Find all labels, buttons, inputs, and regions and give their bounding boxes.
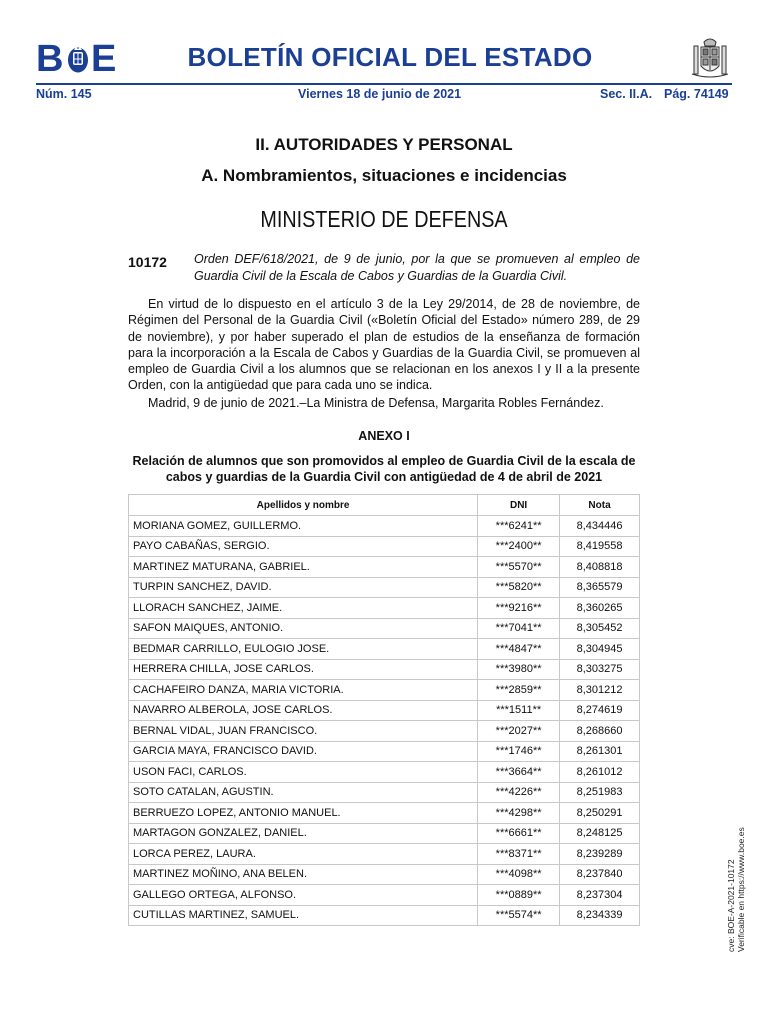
student-name: MORIANA GOMEZ, GUILLERMO.	[129, 516, 478, 537]
student-dni: ***4226**	[478, 782, 560, 803]
student-grade: 8,261301	[560, 741, 640, 762]
student-grade: 8,234339	[560, 905, 640, 926]
section-subtitle: A. Nombramientos, situaciones e incidencias	[201, 166, 567, 185]
student-grade: 8,237304	[560, 885, 640, 906]
students-table	[128, 494, 640, 926]
student-dni: ***2400**	[478, 536, 560, 557]
student-name: BERRUEZO LOPEZ, ANTONIO MANUEL.	[129, 803, 478, 824]
student-name: GARCIA MAYA, FRANCISCO DAVID.	[129, 741, 478, 762]
student-dni: ***3664**	[478, 762, 560, 783]
verification-note	[726, 822, 746, 952]
student-dni: ***6661**	[478, 823, 560, 844]
student-grade: 8,305452	[560, 618, 640, 639]
table-header-row	[129, 495, 640, 516]
student-dni: ***1746**	[478, 741, 560, 762]
header-rule	[36, 83, 732, 85]
student-grade: 8,261012	[560, 762, 640, 783]
header-dni: DNI	[478, 495, 560, 516]
issue-number: Núm. 145	[36, 87, 92, 101]
table-row	[129, 844, 640, 865]
table-row	[129, 782, 640, 803]
student-name: CACHAFEIRO DANZA, MARIA VICTORIA.	[129, 680, 478, 701]
student-dni: ***5574**	[478, 905, 560, 926]
student-dni: ***7041**	[478, 618, 560, 639]
table-row	[129, 618, 640, 639]
student-grade: 8,419558	[560, 536, 640, 557]
logo-letter-e: E	[91, 38, 116, 80]
student-dni: ***8371**	[478, 844, 560, 865]
student-name: SOTO CATALAN, AGUSTIN.	[129, 782, 478, 803]
student-name: HERRERA CHILLA, JOSE CARLOS.	[129, 659, 478, 680]
student-grade: 8,365579	[560, 577, 640, 598]
student-grade: 8,237840	[560, 864, 640, 885]
student-dni: ***6241**	[478, 516, 560, 537]
student-dni: ***2859**	[478, 680, 560, 701]
student-dni: ***5820**	[478, 577, 560, 598]
student-name: MARTAGON GONZALEZ, DANIEL.	[129, 823, 478, 844]
table-row	[129, 700, 640, 721]
student-dni: ***4298**	[478, 803, 560, 824]
signature-line: Madrid, 9 de junio de 2021.–La Ministra de Defensa, Margarita Robles Fernández.	[148, 396, 604, 410]
table-row	[129, 680, 640, 701]
student-name: CUTILLAS MARTINEZ, SAMUEL.	[129, 905, 478, 926]
student-grade: 8,251983	[560, 782, 640, 803]
student-grade: 8,303275	[560, 659, 640, 680]
table-row	[129, 864, 640, 885]
order-number: 10172	[128, 254, 167, 270]
student-grade: 8,434446	[560, 516, 640, 537]
student-dni: ***1511**	[478, 700, 560, 721]
student-grade: 8,301212	[560, 680, 640, 701]
student-dni: ***4098**	[478, 864, 560, 885]
student-grade: 8,408818	[560, 557, 640, 578]
coat-of-arms-icon	[690, 36, 730, 82]
logo-letter-b: B	[36, 38, 63, 80]
student-dni: ***3980**	[478, 659, 560, 680]
student-grade: 8,239289	[560, 844, 640, 865]
student-name: LORCA PEREZ, LAURA.	[129, 844, 478, 865]
student-name: USON FACI, CARLOS.	[129, 762, 478, 783]
bulletin-title: BOLETÍN OFICIAL DEL ESTADO	[187, 42, 593, 72]
student-grade: 8,248125	[560, 823, 640, 844]
order-summary: Orden DEF/618/2021, de 9 de junio, por la que se promueven al empleo de Guardia Civil de la Escala de Cabos y Guardias de la Guardia Civil.	[194, 252, 640, 283]
header-name: Apellidos y nombre	[129, 495, 478, 516]
student-name: MARTINEZ MOÑINO, ANA BELEN.	[129, 864, 478, 885]
table-row	[129, 741, 640, 762]
table-row	[129, 885, 640, 906]
body-paragraph: En virtud de lo dispuesto en el artículo 3 de la Ley 29/2014, de 28 de noviembre, de Régimen del Personal de la Guardia Civil («Boletín Oficial del Estado» número 289, de 29 de noviembre), y por haber superado el plan de estudios de la enseñanza de formación para la incorporación a la Escala de Cabos y Guardias de la Guardia Civil, se promueven al empleo de Guardia Civil a los alumnos que se relacionan en los anexos I y II a la presente Orden, con la antigüedad que para cada uno se indica.	[128, 297, 640, 393]
table-row	[129, 577, 640, 598]
student-name: BERNAL VIDAL, JUAN FRANCISCO.	[129, 721, 478, 742]
section-code: Sec. II.A.	[600, 87, 653, 101]
student-name: BEDMAR CARRILLO, EULOGIO JOSE.	[129, 639, 478, 660]
student-dni: ***2027**	[478, 721, 560, 742]
table-row	[129, 721, 640, 742]
ministry-title: MINISTERIO DE DEFENSA	[260, 206, 508, 232]
annex-subtitle: Relación de alumnos que son promovidos al empleo de Guardia Civil de la escala de cabos y guardias de la Guardia Civil con antigüedad de 4 de abril de 2021	[132, 454, 636, 484]
verify-url: Verificable en https://www.boe.es	[736, 827, 746, 952]
royal-crest-icon	[67, 45, 89, 73]
section-title: II. AUTORIDADES Y PERSONAL	[255, 135, 513, 154]
student-dni: ***0889**	[478, 885, 560, 906]
annex-title: ANEXO I	[358, 429, 410, 443]
student-name: SAFON MAIQUES, ANTONIO.	[129, 618, 478, 639]
table-row	[129, 557, 640, 578]
table-row	[129, 659, 640, 680]
student-name: NAVARRO ALBEROLA, JOSE CARLOS.	[129, 700, 478, 721]
cve-code: cve: BOE-A-2021-10172	[726, 859, 736, 952]
student-dni: ***9216**	[478, 598, 560, 619]
issue-date: Viernes 18 de junio de 2021	[298, 87, 462, 101]
table-row	[129, 823, 640, 844]
student-dni: ***5570**	[478, 557, 560, 578]
student-grade: 8,304945	[560, 639, 640, 660]
student-grade: 8,250291	[560, 803, 640, 824]
student-grade: 8,274619	[560, 700, 640, 721]
table-row	[129, 803, 640, 824]
table-row	[129, 905, 640, 926]
table-row	[129, 598, 640, 619]
student-grade: 8,268660	[560, 721, 640, 742]
table-row	[129, 536, 640, 557]
student-name: PAYO CABAÑAS, SERGIO.	[129, 536, 478, 557]
student-name: TURPIN SANCHEZ, DAVID.	[129, 577, 478, 598]
header-nota: Nota	[560, 495, 640, 516]
student-dni: ***4847**	[478, 639, 560, 660]
student-grade: 8,360265	[560, 598, 640, 619]
student-name: GALLEGO ORTEGA, ALFONSO.	[129, 885, 478, 906]
table-row	[129, 762, 640, 783]
table-row	[129, 516, 640, 537]
student-name: MARTINEZ MATURANA, GABRIEL.	[129, 557, 478, 578]
boe-logo	[36, 38, 116, 80]
page-number: Pág. 74149	[664, 87, 729, 101]
student-name: LLORACH SANCHEZ, JAIME.	[129, 598, 478, 619]
table-row	[129, 639, 640, 660]
